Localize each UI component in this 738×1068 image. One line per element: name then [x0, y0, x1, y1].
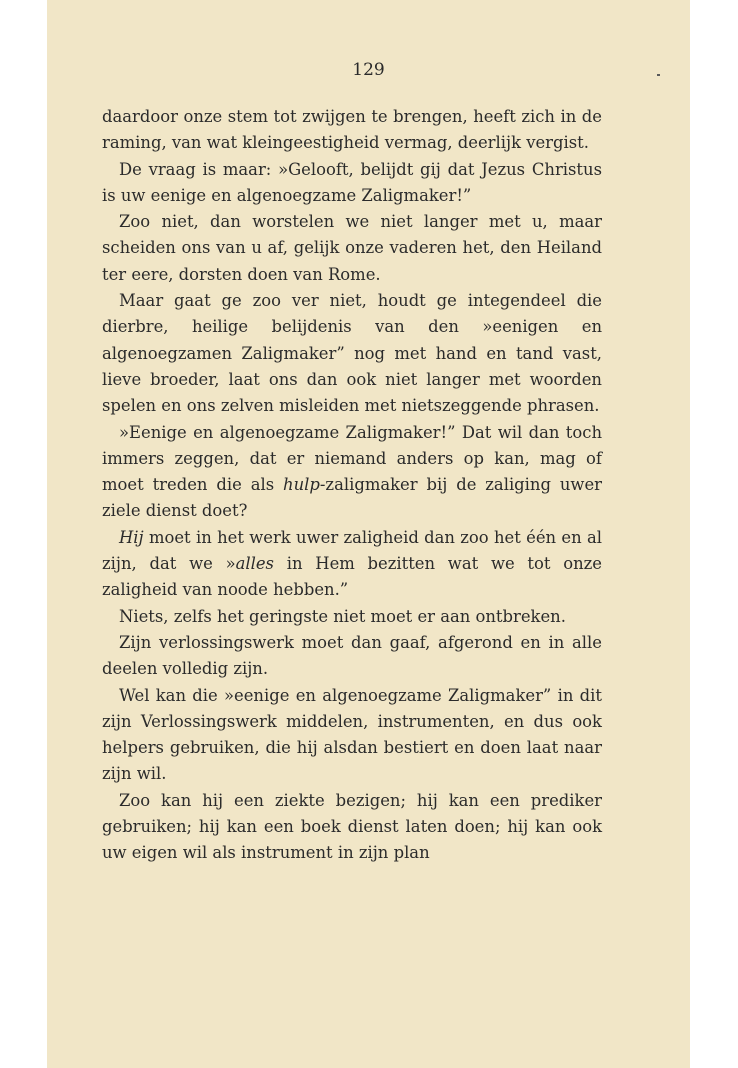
paragraph: [102, 104, 602, 157]
paragraph: [102, 604, 602, 630]
text-run: Wel kan die »eenige en algenoegzame Zaligmaker” in dit zijn Verlossingswerk middelen, instrumenten, en dus ook helpers gebruiken, die hij alsdan bestiert en doen laat naar zijn wil.: [102, 685, 602, 784]
text-run: Maar gaat ge zoo ver niet, houdt ge integendeel die dierbre, heilige belijdenis van den »eenigen en algenoegzamen Zaligmaker” nog met hand en tand vast, lieve broeder, laat ons dan ook niet langer met woorden spelen en ons zelven misleiden met nietszeggende phrasen.: [102, 291, 602, 416]
italic-run: hulp: [283, 475, 320, 495]
text-run: Zoo niet, dan worstelen we niet langer met u, maar scheiden ons van u af, gelijk onze vaderen het, den Heiland ter eere, dorsten doen van Rome.: [102, 212, 602, 284]
text-run: in Hem bezitten wat we tot onze zaligheid van noode hebben.”: [102, 554, 602, 600]
paragraph: [102, 288, 602, 419]
text-run: Niets, zelfs het geringste niet moet er aan ontbreken.: [119, 606, 566, 626]
paragraph: [102, 157, 602, 210]
italic-run: alles: [235, 554, 274, 574]
text-run: -zaligmaker bij de zaliging uwer ziele dienst doet?: [102, 475, 602, 521]
paragraph: [102, 683, 602, 788]
paragraph: [102, 525, 602, 604]
text-run: »Eenige en algenoegzame Zaligmaker!” Dat wil dan toch immers zeggen, dat er niemand anders op kan, mag of moet treden die als: [102, 422, 602, 495]
paragraph: [102, 209, 602, 288]
text-run: De vraag is maar: »Gelooft, belijdt gij dat Jezus Christus is uw eenige en algenoegzame Zaligmaker!”: [102, 159, 602, 205]
paragraph: [102, 420, 602, 525]
text-run: Zoo kan hij een ziekte bezigen; hij kan een prediker gebruiken; hij kan een boek dienst laten doen; hij kan ook uw eigen wil als instrument in zijn plan: [102, 790, 602, 863]
italic-run: Hij: [119, 527, 144, 547]
text-run: daardoor onze stem tot zwijgen te brengen, heeft zich in de raming, van wat kleingeestigheid vermag, deerlijk vergist.: [102, 107, 602, 153]
text-run: moet in het werk uwer zaligheid dan zoo het één en al zijn, dat we »: [102, 527, 602, 574]
text-run: Zijn verlossingswerk moet dan gaaf, afgerond en in alle deelen volledig zijn.: [102, 632, 602, 679]
paper-speck: [657, 74, 660, 76]
book-page: [47, 0, 690, 1068]
paragraph: [102, 630, 602, 683]
body-text: [102, 104, 602, 867]
page-number: 129: [352, 60, 385, 80]
paragraph: [102, 788, 602, 867]
